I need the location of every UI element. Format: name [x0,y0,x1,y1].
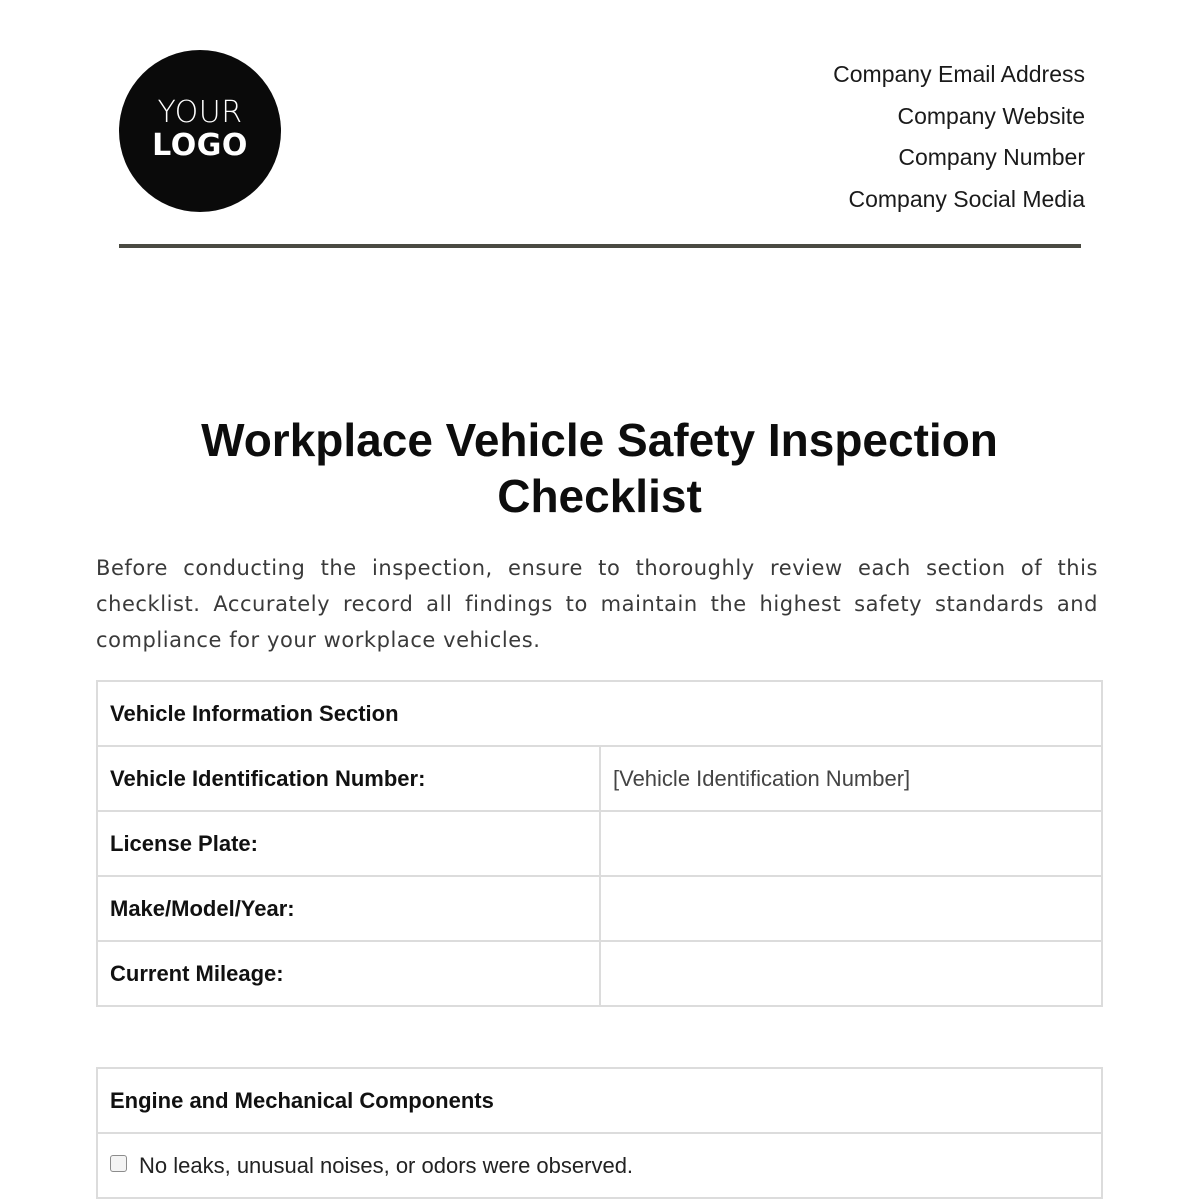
company-social-media: Company Social Media [848,185,1085,212]
current-mileage-label: Current Mileage: [97,941,600,1006]
table-row [97,1133,1102,1198]
table-header-row [97,681,1102,746]
license-plate-label: License Plate: [97,811,600,876]
checklist-item-label: No leaks, unusual noises, or odors were observed. [139,1152,634,1178]
title-line-2: Checklist [497,470,702,522]
company-contact-block [833,54,1085,220]
checklist-item [97,1133,1102,1198]
vin-label: Vehicle Identification Number: [97,746,600,811]
table-row [97,876,1102,941]
vehicle-information-heading: Vehicle Information Section [97,681,1102,746]
company-number: Company Number [898,144,1085,170]
header-divider [119,244,1081,248]
checklist-checkbox[interactable] [110,1155,127,1172]
engine-mechanical-heading: Engine and Mechanical Components [97,1068,1102,1133]
checklist-item-row [110,1153,1089,1179]
vin-value-field[interactable]: [Vehicle Identification Number] [600,746,1102,811]
company-logo [119,50,281,212]
make-model-year-value-field[interactable] [600,876,1102,941]
company-website: Company Website [897,102,1085,129]
make-model-year-label: Make/Model/Year: [97,876,600,941]
table-row [97,941,1102,1006]
company-email: Company Email Address [833,61,1085,87]
document-title [96,412,1103,524]
logo-line-1: YOUR [157,95,243,130]
vehicle-information-table [96,680,1103,1007]
title-line-1: Workplace Vehicle Safety Inspection [201,414,998,466]
current-mileage-value-field[interactable] [600,941,1102,1006]
table-row [97,746,1102,811]
intro-paragraph: Before conducting the inspection, ensure to thoroughly review each section of this checklist. Accurately record all findings to maintain the highest safety standards and compliance for your workplace vehicles. [96,556,1098,652]
table-header-row [97,1068,1102,1133]
license-plate-value-field[interactable] [600,811,1102,876]
engine-mechanical-table [96,1067,1103,1199]
table-row [97,811,1102,876]
logo-line-2: LOGO [152,128,248,163]
